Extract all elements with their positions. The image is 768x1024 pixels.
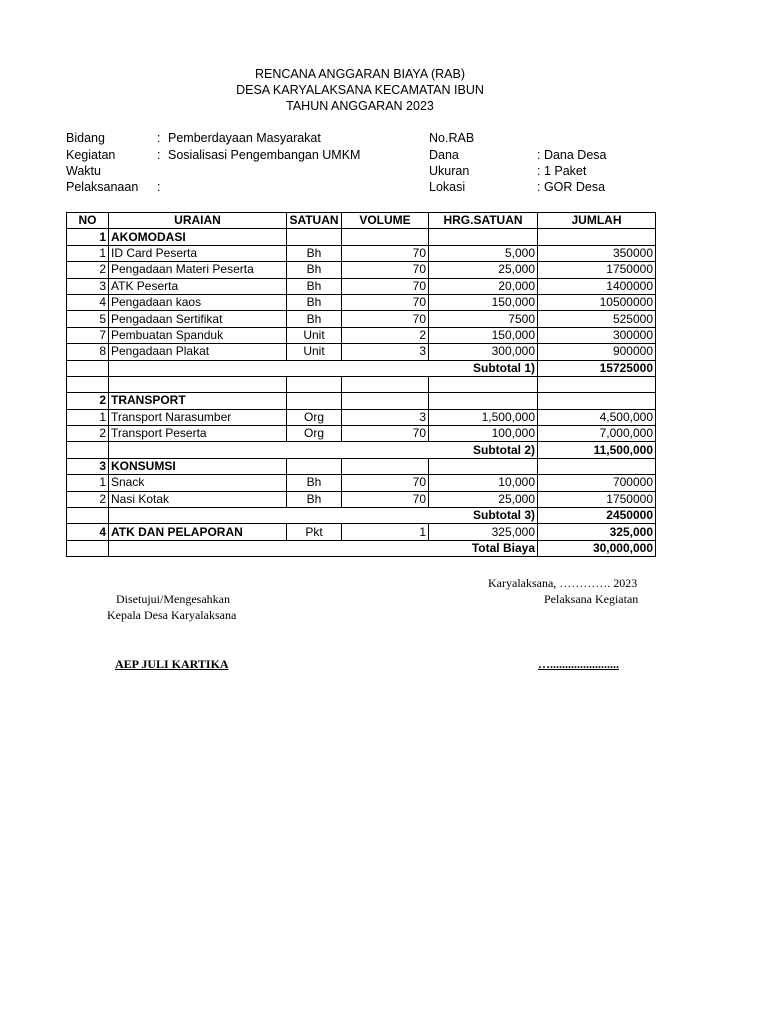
row-number: 8 (67, 344, 109, 360)
row-number: 2 (67, 491, 109, 507)
subtotal-label: Subtotal 2) (109, 442, 538, 458)
subtotal-label: Subtotal 3) (109, 508, 538, 524)
row-unit: Unit (287, 327, 342, 343)
section-title: KONSUMSI (109, 458, 287, 474)
kegiatan-label: Kegiatan (66, 148, 116, 162)
row-number: 1 (67, 229, 109, 245)
row-number: 2 (67, 426, 109, 442)
row-number: 3 (67, 278, 109, 294)
row-unit: Bh (287, 245, 342, 261)
table-row (67, 262, 656, 278)
doc-title-line2: DESA KARYALAKSANA KECAMATAN IBUN (236, 83, 484, 97)
row-number: 5 (67, 311, 109, 327)
col-header-uraian: URAIAN (109, 213, 287, 229)
table-row (67, 278, 656, 294)
subtotal-amount: 15725000 (538, 360, 656, 376)
no-cell (67, 360, 109, 376)
row-amount: 325,000 (538, 524, 656, 540)
row-unit-price: 1,500,000 (429, 409, 538, 425)
table-row (67, 327, 656, 343)
satuan-cell (287, 229, 342, 245)
row-number: 3 (67, 458, 109, 474)
row-volume: 70 (342, 262, 429, 278)
executor-name: …....................... (538, 657, 619, 671)
budget-table (66, 212, 656, 557)
row-unit: Bh (287, 311, 342, 327)
row-amount: 7,000,000 (538, 426, 656, 442)
doc-title-line3: TAHUN ANGGARAN 2023 (286, 99, 434, 113)
row-description: Transport Peserta (109, 426, 287, 442)
subtotal-label: Subtotal 1) (109, 360, 538, 376)
row-description: ID Card Peserta (109, 245, 287, 261)
row-description: Transport Narasumber (109, 409, 287, 425)
row-description: Pengadaan Plakat (109, 344, 287, 360)
row-unit-price: 10,000 (429, 475, 538, 491)
section-title: TRANSPORT (109, 393, 287, 409)
executor-title: Pelaksana Kegiatan (544, 592, 639, 606)
row-description: Snack (109, 475, 287, 491)
row-amount: 900000 (538, 344, 656, 360)
row-unit-price: 5,000 (429, 245, 538, 261)
row-volume: 2 (342, 327, 429, 343)
row-unit-price: 300,000 (429, 344, 538, 360)
section-row (67, 458, 656, 474)
row-volume: 70 (342, 311, 429, 327)
row-unit: Bh (287, 294, 342, 310)
row-unit-price: 150,000 (429, 294, 538, 310)
section-row (67, 393, 656, 409)
row-number: 4 (67, 524, 109, 540)
subtotal-label: Total Biaya (109, 540, 538, 556)
col-header-no: NO (67, 213, 109, 229)
row-volume: 3 (342, 409, 429, 425)
row-description: ATK DAN PELAPORAN (109, 524, 287, 540)
table-header-row (67, 213, 656, 229)
blank-cell (287, 376, 342, 392)
pelaksanaan-label: Pelaksanaan (66, 180, 139, 194)
row-unit: Org (287, 409, 342, 425)
row-unit-price: 25,000 (429, 262, 538, 278)
row-amount: 4,500,000 (538, 409, 656, 425)
row-volume: 3 (342, 344, 429, 360)
row-volume: 70 (342, 491, 429, 507)
row-unit: Bh (287, 278, 342, 294)
row-description: Pengadaan Sertifikat (109, 311, 287, 327)
blank-cell (429, 376, 538, 392)
col-header-volume: VOLUME (342, 213, 429, 229)
row-description: ATK Peserta (109, 278, 287, 294)
row-unit: Bh (287, 491, 342, 507)
section-title: AKOMODASI (109, 229, 287, 245)
section-row (67, 229, 656, 245)
row-volume: 70 (342, 426, 429, 442)
ukuran-value: : 1 Paket (537, 164, 587, 178)
table-row (67, 524, 656, 540)
row-amount: 10500000 (538, 294, 656, 310)
row-volume: 70 (342, 294, 429, 310)
table-row (67, 491, 656, 507)
table-row (67, 426, 656, 442)
table-body (67, 229, 656, 557)
blank-row (67, 376, 656, 392)
ukuran-label: Ukuran (429, 164, 470, 178)
volume-cell (342, 458, 429, 474)
kegiatan-sep: : (157, 148, 161, 162)
village-head-name: AEP JULI KARTIKA (115, 657, 229, 671)
row-volume: 70 (342, 245, 429, 261)
no-cell (67, 442, 109, 458)
table-row (67, 294, 656, 310)
jumlah-cell (538, 393, 656, 409)
harga-cell (429, 393, 538, 409)
row-unit-price: 325,000 (429, 524, 538, 540)
row-volume: 1 (342, 524, 429, 540)
lokasi-value: : GOR Desa (537, 180, 606, 194)
dana-value: : Dana Desa (537, 148, 607, 162)
row-amount: 525000 (538, 311, 656, 327)
row-number: 1 (67, 475, 109, 491)
col-header-satuan: SATUAN (287, 213, 342, 229)
col-header-jumlah: JUMLAH (538, 213, 656, 229)
norab-label: No.RAB (429, 131, 475, 145)
row-amount: 700000 (538, 475, 656, 491)
volume-cell (342, 229, 429, 245)
row-amount: 1400000 (538, 278, 656, 294)
row-description: Nasi Kotak (109, 491, 287, 507)
subtotal-amount: 2450000 (538, 508, 656, 524)
village-head-title: Kepala Desa Karyalaksana (107, 608, 237, 622)
subtotal-amount: 11,500,000 (538, 442, 656, 458)
row-number: 4 (67, 294, 109, 310)
row-number: 7 (67, 327, 109, 343)
row-unit-price: 20,000 (429, 278, 538, 294)
jumlah-cell (538, 229, 656, 245)
subtotal-row (67, 360, 656, 376)
subtotal-row (67, 508, 656, 524)
row-unit-price: 100,000 (429, 426, 538, 442)
volume-cell (342, 393, 429, 409)
row-number: 2 (67, 393, 109, 409)
bidang-label: Bidang (66, 131, 105, 145)
col-header-harga: HRG.SATUAN (429, 213, 538, 229)
blank-cell (109, 376, 287, 392)
harga-cell (429, 458, 538, 474)
subtotal-amount: 30,000,000 (538, 540, 656, 556)
row-number: 2 (67, 262, 109, 278)
row-description: Pembuatan Spanduk (109, 327, 287, 343)
approval-title: Disetujui/Mengesahkan (116, 592, 230, 606)
table-row (67, 311, 656, 327)
row-unit: Org (287, 426, 342, 442)
row-unit-price: 150,000 (429, 327, 538, 343)
row-description: Pengadaan kaos (109, 294, 287, 310)
place-date: Karyalaksana, …………. 2023 (488, 576, 638, 590)
table-row (67, 245, 656, 261)
row-amount: 350000 (538, 245, 656, 261)
satuan-cell (287, 458, 342, 474)
no-cell (67, 540, 109, 556)
row-amount: 1750000 (538, 491, 656, 507)
subtotal-row (67, 442, 656, 458)
blank-cell (342, 376, 429, 392)
row-volume: 70 (342, 278, 429, 294)
satuan-cell (287, 393, 342, 409)
kegiatan-value: Sosialisasi Pengembangan UMKM (168, 148, 361, 162)
pelaksanaan-sep: : (157, 180, 161, 194)
row-description: Pengadaan Materi Peserta (109, 262, 287, 278)
doc-title-line1: RENCANA ANGGARAN BIAYA (RAB) (254, 67, 465, 81)
table-row (67, 344, 656, 360)
jumlah-cell (538, 458, 656, 474)
bidang-sep: : (157, 131, 161, 145)
row-amount: 1750000 (538, 262, 656, 278)
row-unit: Bh (287, 475, 342, 491)
row-amount: 300000 (538, 327, 656, 343)
waktu-label: Waktu (66, 164, 101, 178)
harga-cell (429, 229, 538, 245)
bidang-value: Pemberdayaan Masyarakat (168, 131, 321, 145)
row-unit-price: 7500 (429, 311, 538, 327)
row-unit-price: 25,000 (429, 491, 538, 507)
dana-label: Dana (429, 148, 459, 162)
subtotal-row (67, 540, 656, 556)
row-number: 1 (67, 245, 109, 261)
blank-cell (67, 376, 109, 392)
table-row (67, 409, 656, 425)
row-unit: Pkt (287, 524, 342, 540)
row-unit: Unit (287, 344, 342, 360)
row-number: 1 (67, 409, 109, 425)
lokasi-label: Lokasi (429, 180, 466, 194)
row-volume: 70 (342, 475, 429, 491)
blank-cell (538, 376, 656, 392)
table-row (67, 475, 656, 491)
row-unit: Bh (287, 262, 342, 278)
no-cell (67, 508, 109, 524)
